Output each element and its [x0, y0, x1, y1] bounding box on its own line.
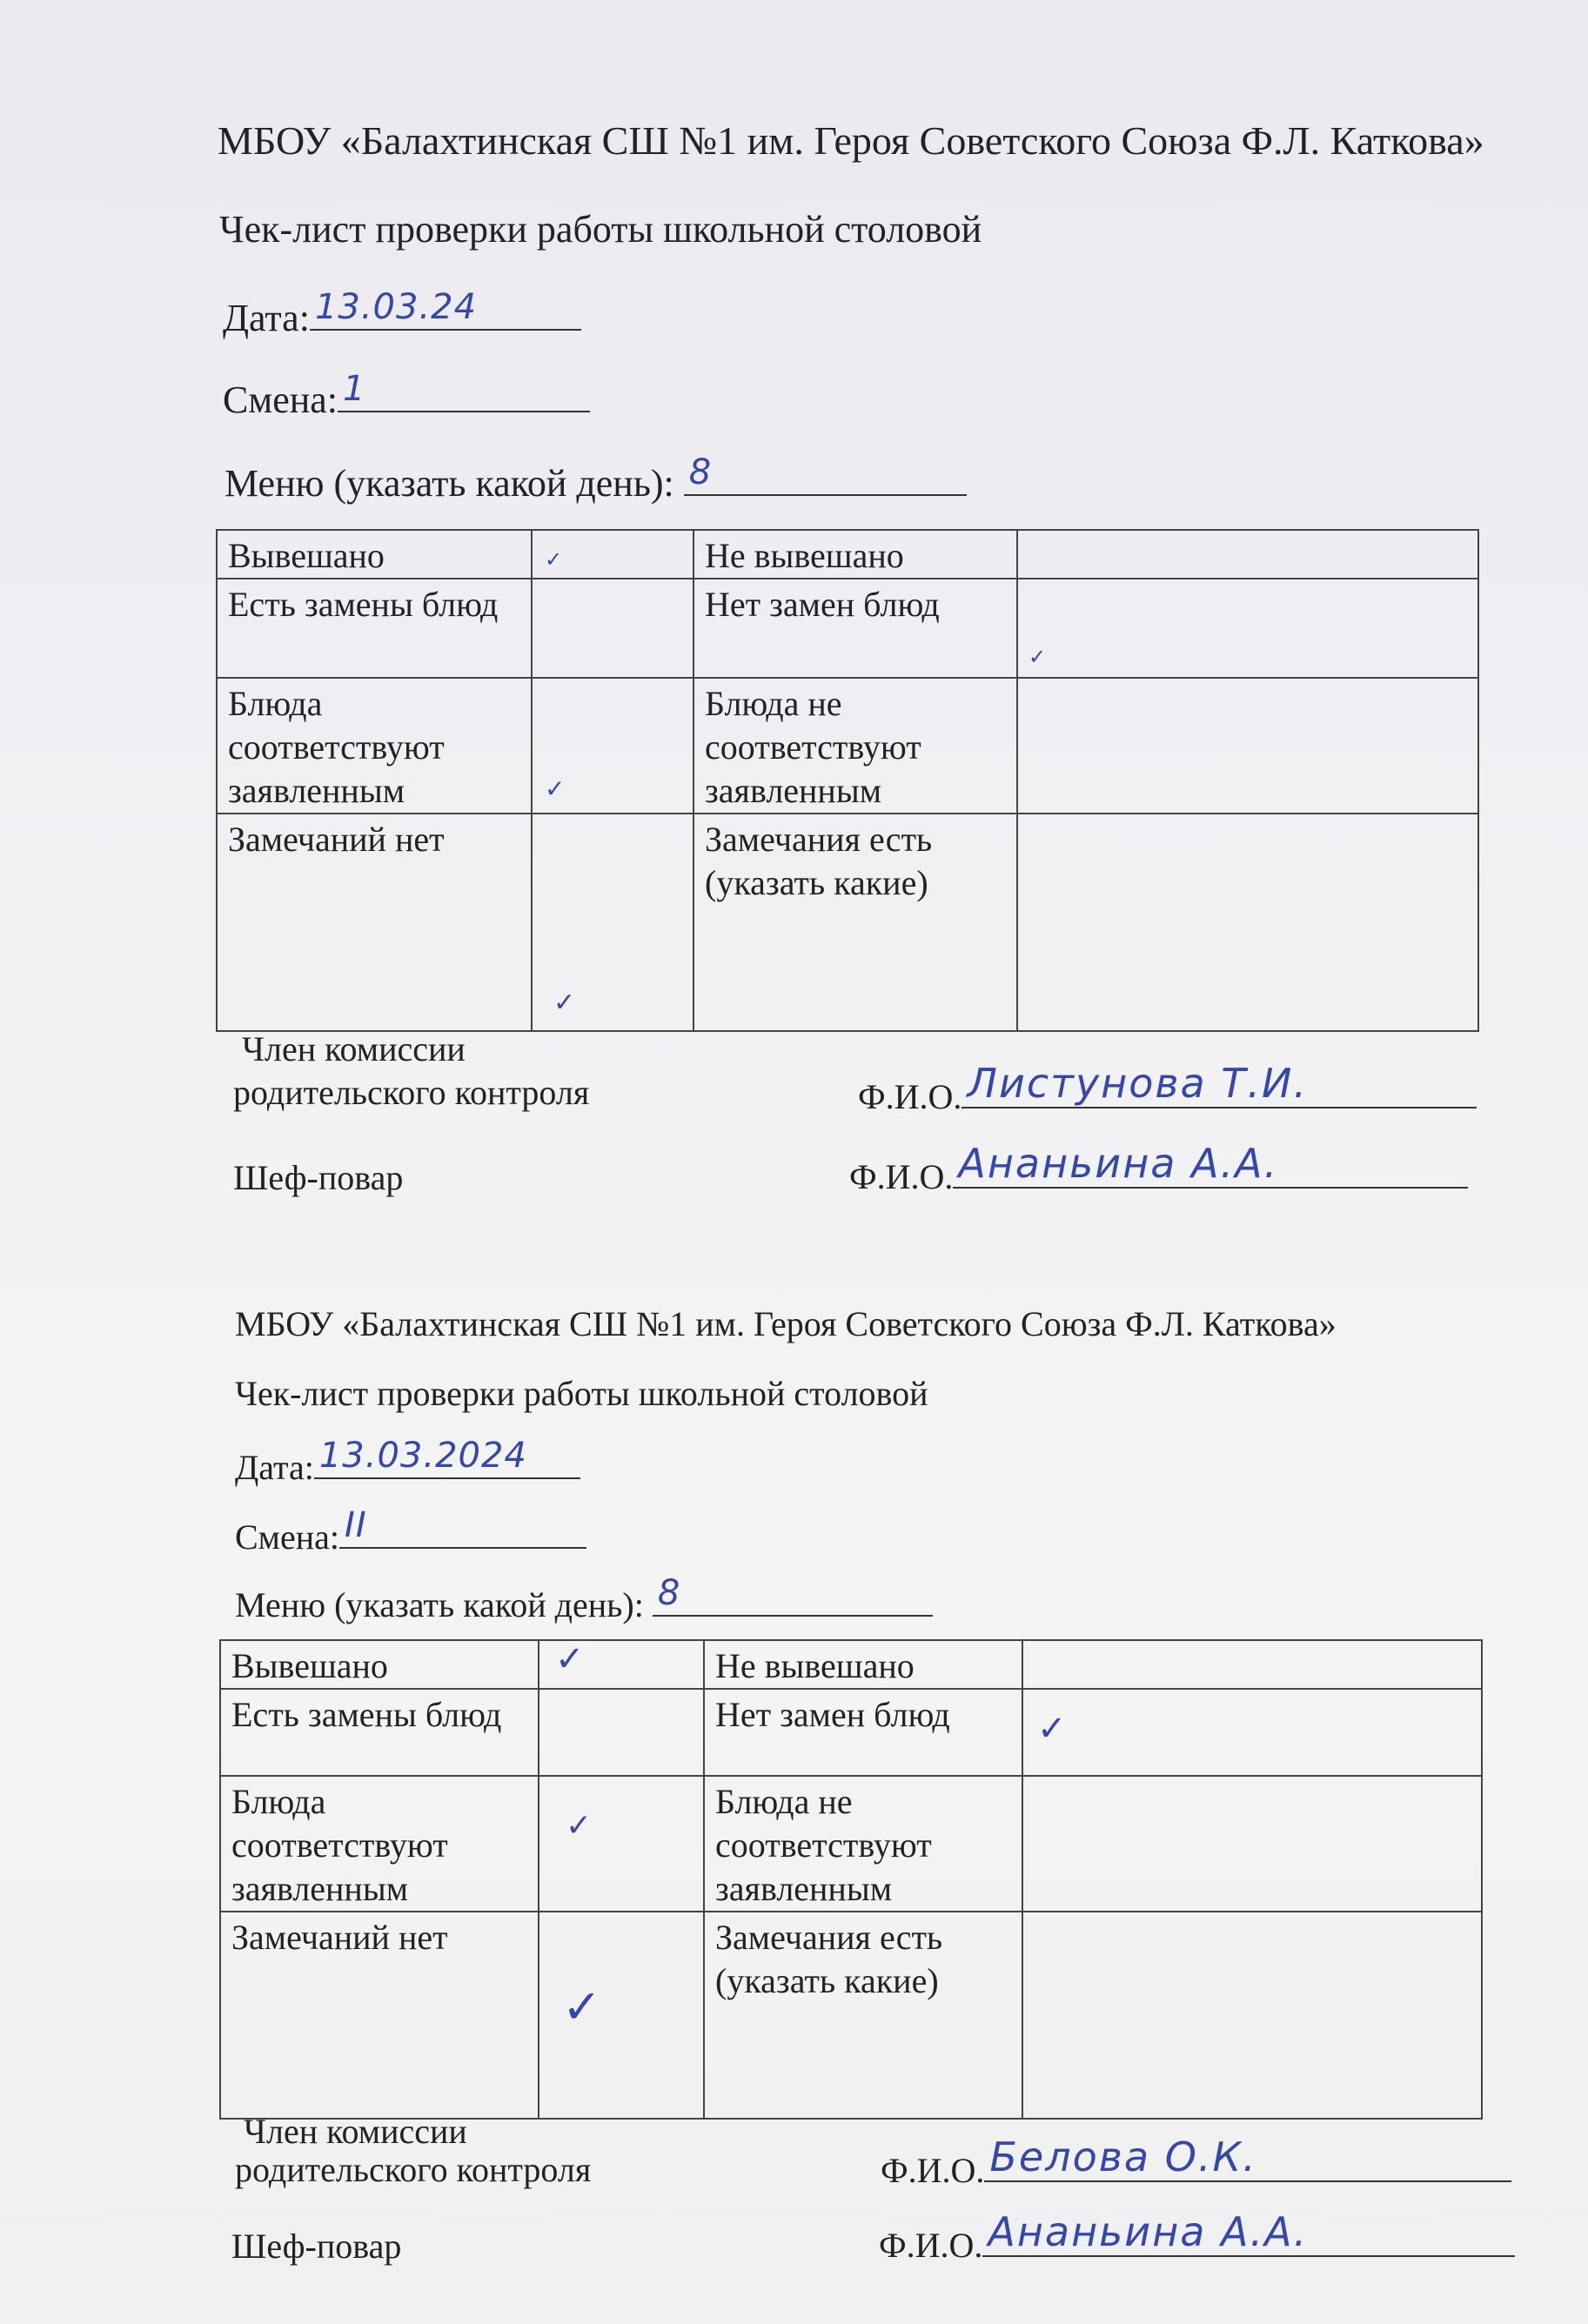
cell-label: Не вывешано: [693, 530, 1017, 579]
checkmark-icon: ✓: [1037, 1709, 1067, 1749]
table-row: [220, 1640, 1482, 1689]
cell-check: [539, 1640, 704, 1689]
menu-handwritten-value: 8: [657, 1573, 681, 1613]
cell-check: [532, 814, 693, 1031]
cell-check: [1022, 1689, 1482, 1776]
cell-label: Блюда соответствуют заявленным: [220, 1776, 539, 1912]
shift-blank: [338, 369, 590, 412]
cell-label: Нет замен блюд: [704, 1689, 1022, 1776]
table-row: [217, 678, 1478, 814]
cell-check: [539, 1912, 704, 2119]
fio-label: Ф.И.О.: [858, 1077, 962, 1116]
checklist-table-2: [219, 1639, 1483, 2120]
cell-label: Замечаний нет: [217, 814, 532, 1031]
checkmark-icon: ✓: [555, 1639, 585, 1679]
checkmark-icon: ✓: [566, 1808, 593, 1844]
chef-signature: Ананьина А.А.: [988, 2208, 1309, 2255]
member-label-2: родительского контроля: [233, 1073, 590, 1112]
cell-label: Вывешано: [220, 1640, 539, 1689]
cell-check: [1022, 1776, 1482, 1912]
member-label-2: родительского контроля: [235, 2150, 592, 2189]
date-handwritten-value: 13.03.2024: [318, 1436, 527, 1476]
cell-label: Не вывешано: [704, 1640, 1022, 1689]
cell-check: [532, 678, 693, 814]
cell-label: Есть замены блюд: [220, 1689, 539, 1776]
member-fio-1: [858, 1060, 1477, 1117]
checkmark-icon: ✓: [545, 774, 566, 803]
fio-label: Ф.И.О.: [849, 1157, 954, 1196]
menu-field-2: [235, 1573, 933, 1625]
cell-check: [1022, 1640, 1482, 1689]
cell-label: Нет замен блюд: [693, 579, 1017, 678]
member-signature-blank: [984, 2133, 1511, 2182]
menu-blank: [653, 1573, 933, 1617]
cell-label: Замечания есть (указать какие): [693, 814, 1017, 1031]
menu-label: Меню (указать какой день):: [224, 462, 674, 505]
table-row: [217, 579, 1478, 678]
table-row: [217, 530, 1478, 579]
cell-check: [532, 530, 693, 579]
menu-field-1: [224, 452, 967, 506]
fio-label: Ф.И.О.: [879, 2226, 983, 2265]
chef-signature-blank: [982, 2208, 1515, 2257]
cell-check: [1017, 579, 1478, 678]
cell-label: Замечаний нет: [220, 1912, 539, 2119]
member-signature: Листунова Т.И.: [967, 1060, 1309, 1107]
table-row: [220, 1776, 1482, 1912]
checkmark-icon: ✓: [1029, 645, 1047, 669]
cell-label: Замечания есть (указать какие): [704, 1912, 1022, 2119]
cell-label: Вывешано: [217, 530, 532, 579]
checkmark-icon: ✓: [545, 547, 563, 572]
table-row: [220, 1689, 1482, 1776]
member-label-1: Член комиссии: [244, 2112, 467, 2151]
date-field-2: [235, 1436, 580, 1488]
member-signature: Белова О.К.: [989, 2133, 1257, 2180]
chef-fio-2: [879, 2208, 1515, 2266]
shift-field-1: [223, 369, 590, 422]
shift-label: Смена:: [235, 1517, 340, 1557]
fio-label: Ф.И.О.: [881, 2151, 985, 2190]
checkmark-icon: ✓: [553, 988, 576, 1018]
date-label: Дата:: [235, 1448, 314, 1487]
chef-fio-1: [849, 1140, 1468, 1197]
cell-check: [1017, 530, 1478, 579]
cell-label: Блюда соответствуют заявленным: [217, 678, 532, 814]
cell-label: Блюда не соответствуют заявленным: [693, 678, 1017, 814]
date-blank: [314, 1436, 580, 1479]
doc-title-1: Чек-лист проверки работы школьной столовой: [219, 208, 982, 251]
cell-check: [1022, 1912, 1482, 2119]
cell-check: [539, 1776, 704, 1912]
date-blank: [310, 287, 581, 331]
school-header-2: МБОУ «Балахтинская СШ №1 им. Героя Советского Союза Ф.Л. Каткова»: [235, 1304, 1337, 1343]
member-label-1: Член комиссии: [242, 1029, 466, 1068]
cell-label: Есть замены блюд: [217, 579, 532, 678]
cell-check: [532, 579, 693, 678]
table-row: [217, 814, 1478, 1031]
menu-handwritten-value: 8: [688, 452, 713, 492]
doc-title-2: Чек-лист проверки работы школьной столовой: [235, 1374, 928, 1413]
shift-blank: [339, 1505, 586, 1549]
menu-blank: [684, 452, 967, 496]
checklist-table-1: [216, 529, 1479, 1032]
cell-label: Блюда не соответствуют заявленным: [704, 1776, 1022, 1912]
checkmark-icon: ✓: [562, 1979, 602, 2034]
table-row: [220, 1912, 1482, 2119]
member-fio-2: [881, 2133, 1511, 2191]
chef-signature-blank: [953, 1140, 1468, 1189]
shift-handwritten-value: II: [345, 1505, 367, 1545]
shift-handwritten-value: 1: [343, 369, 366, 409]
school-header-1: МБОУ «Балахтинская СШ №1 им. Героя Советского Союза Ф.Л. Каткова»: [218, 118, 1484, 163]
cell-check: [1017, 678, 1478, 814]
member-signature-blank: [962, 1060, 1477, 1108]
shift-field-2: [235, 1505, 586, 1557]
date-field-1: [223, 287, 581, 340]
chef-label-2: Шеф-повар: [231, 2227, 402, 2266]
chef-label-1: Шеф-повар: [233, 1158, 404, 1197]
menu-label: Меню (указать какой день):: [235, 1585, 644, 1624]
chef-signature: Ананьина А.А.: [958, 1140, 1279, 1187]
cell-check: [539, 1689, 704, 1776]
shift-label: Смена:: [223, 378, 338, 421]
cell-check: [1017, 814, 1478, 1031]
date-label: Дата:: [223, 297, 310, 339]
date-handwritten-value: 13.03.24: [314, 287, 478, 327]
